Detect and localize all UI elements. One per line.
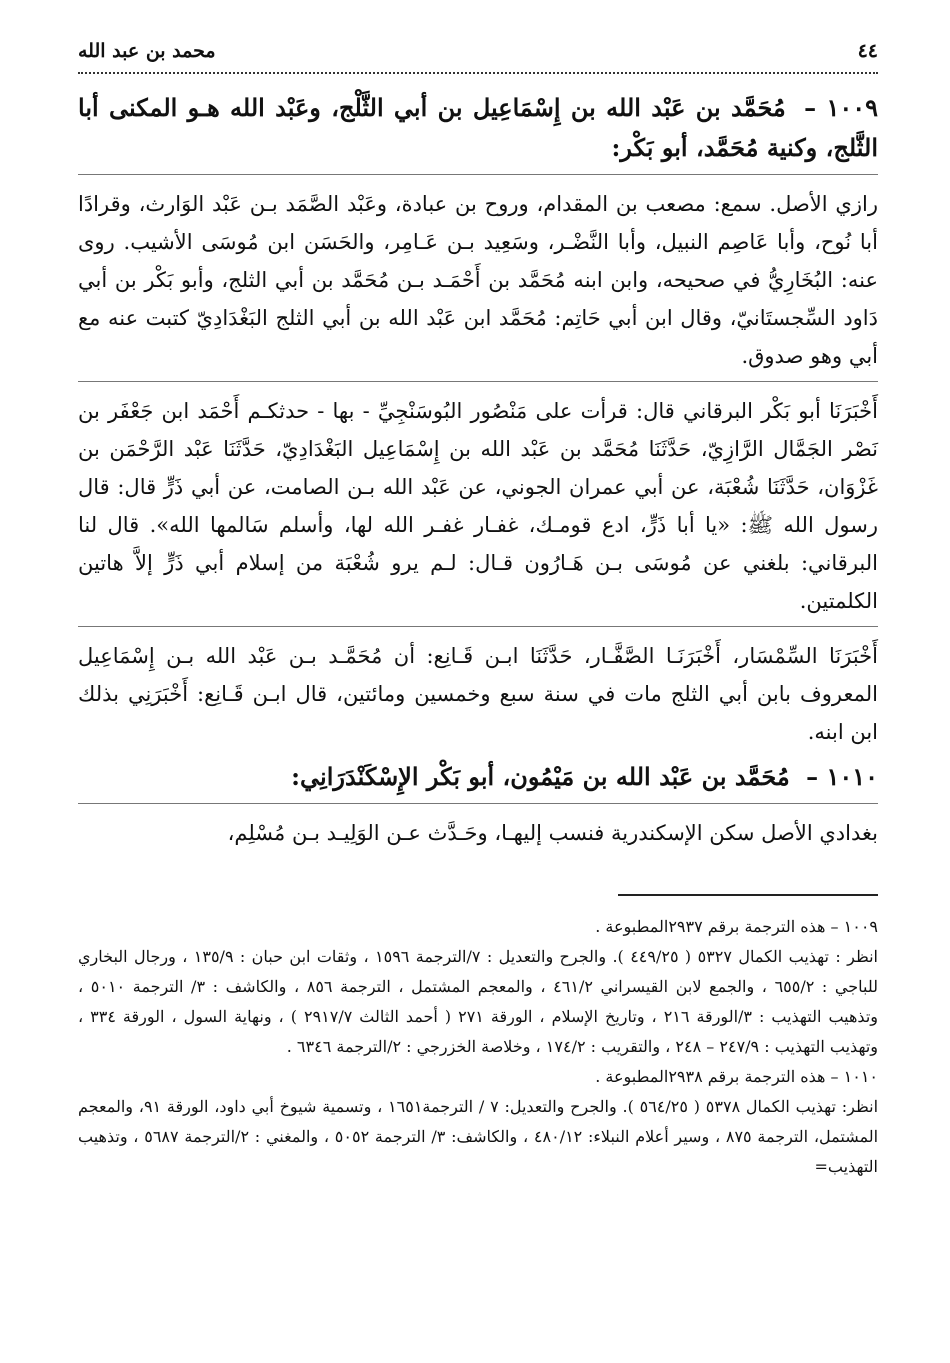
- page-number: ٤٤: [857, 40, 878, 62]
- footnotes: [78, 912, 878, 1182]
- running-head: [78, 40, 878, 74]
- entry-heading: [78, 757, 878, 797]
- running-title: محمد بن عبد الله: [78, 40, 216, 62]
- paragraph: رازي الأصل. سمع: مصعب بن المقدام، وروح بن عبادة، وعَبْد الصَّمَد بـن عَبْد الوَارث، وقرادًا أبا نُوح، وأبا عَاصِم النبيل، وأبا النَّضْـر، وسَعِيد بـن عَـامِر، والحَسَن ابن مُوسَى الأشيب. روى عنه: البُخَارِيُّ في صحيحه، وابن ابنه مُحَمَّد بن أَحْمَـد بـن مُحَمَّد بن أبي الثلج، وأبو بَكْر بن أبي دَاود السِّجستَانيّ، وقال ابن أبي حَاتِم: مُحَمَّد ابن عَبْد الله بن أبي الثلج البَغْدَادِيّ كتبت عنه مع أبي وهو صدوق.: [78, 192, 878, 368]
- footnote-head: ١٠٠٩ – هذه الترجمة برقم ٢٩٣٧المطبوعة .: [595, 917, 878, 936]
- entry-title: مُحَمَّد بن عَبْد الله بن مَيْمُون، أبو بَكْر الإِسْكَنْدَرَانِي:: [291, 762, 790, 791]
- paragraph: أَخْبَرَنَا أبو بَكْر البرقاني قال: قرأت على مَنْصُور البُوسَنْجِيِّ - بها - حدثكـم أَحْمَد ابن جَعْفَر بن نَصْر الجَمَّال الرَّازِيّ، حَدَّثَنَا مُحَمَّد بن عَبْد الله بن إِسْمَاعِيل البَغْدَادِيّ، حَدَّثَنَا عَبْد الرَّحْمَن بن غَزْوَان، حَدَّثَنَا شُعْبَة، عن أبي عمران الجوني، عن عَبْد الله بـن الصامت، عن أبي ذَرٍّ قال: قال رسول الله ﷺ: «يا أبا ذَرٍّ، ادع قومـك، غفـار غفـر الله لها، وأسلم سَالمها الله». قال لنا البرقاني: بلغني عن مُوسَى بـن هَـارُون قـال: لـم يرو شُعْبَة من إسلام أبي ذَرٍّ إلاَّ هاتين الكلمتين.: [78, 399, 878, 613]
- footnote-body: انظر : تهذيب الكمال ٥٣٢٧ ( ٤٤٩/٢٥ ). والجرح والتعديل : ٧/الترجمة ١٥٩٦ ، وثقات ابن حبان : ١٣٥/٩ ، ورجال البخاري للباجي : ٦٥٥/٢ ، والجمع لابن القيسراني ٤٦١/٢ ، والمعجم المشتمل ، الترجمة ٨٥٦ ، والكاشف : ٣/ الترجمة ٥٠١٠ ، وتذهيب التهذيب : ٣/الورقة ٢١٦ ، وتاريخ الإسلام ، الورقة ٢٧١ ( أحمد الثالث ٢٩١٧/٧ ) ، ونهاية السول ، الورقة ٣٣٤ ، وتهذيب التهذيب : ٢٤٧/٩ – ٢٤٨ ، والتقريب : ١٧٤/٢ ، وخلاصة الخزرجي : ٢/الترجمة ٦٣٤٦ .: [78, 947, 879, 1056]
- footnote-body: انظر: تهذيب الكمال ٥٣٧٨ ( ٥٦٤/٢٥ ). والجرح والتعديل: ٧ / الترجمة١٦٥١ ، وتسمية شيوخ أبي داود، الورقة ٩١، والمعجم المشتمل، الترجمة ٨٧٥ ، وسير أعلام النبلاء: ٤٨٠/١٢ ، والكاشف: ٣/ الترجمة ٥٠٥٢ ، والمغني : ٢/الترجمة ٥٦٨٧ ، وتذهيب التهذيب=: [78, 1097, 879, 1176]
- paragraph: أَخْبَرَنَا السِّمْسَار، أَخْبَرَنَـا الصَّفَّـار، حَدَّثَنَا ابـن قَـانِع: أن مُحَمَّـد بـن عَبْد الله بـن إِسْمَاعِيل المعروف بابن أبي الثلج مات في سنة سبع وخمسين ومائتين، قال ابـن قَـانِع: أَخْبَرَنِي بذلك ابن ابنه.: [78, 644, 878, 744]
- divider: [78, 803, 878, 804]
- divider: [78, 174, 878, 175]
- entry-heading: [78, 88, 878, 168]
- footnote-separator: [618, 894, 878, 896]
- entry-number: ١٠٠٩ –: [804, 93, 879, 122]
- paragraph: بغدادي الأصل سكن الإسكندرية فنسب إليهـا، وحَـدَّث عـن الوَلِيـد بـن مُسْلِم،: [227, 821, 878, 845]
- divider: [78, 626, 878, 627]
- entry-title: مُحَمَّد بن عَبْد الله بن إِسْمَاعِيل بن أبي الثَّلْج، وعَبْد الله هـو المكنى أبا الثَّلج، وكنية مُحَمَّد، أبو بَكْر:: [78, 93, 878, 162]
- divider: [78, 381, 878, 382]
- entry-number: ١٠١٠ –: [806, 762, 878, 791]
- footnote-head: ١٠١٠ – هذه الترجمة برقم ٢٩٣٨المطبوعة .: [595, 1067, 878, 1086]
